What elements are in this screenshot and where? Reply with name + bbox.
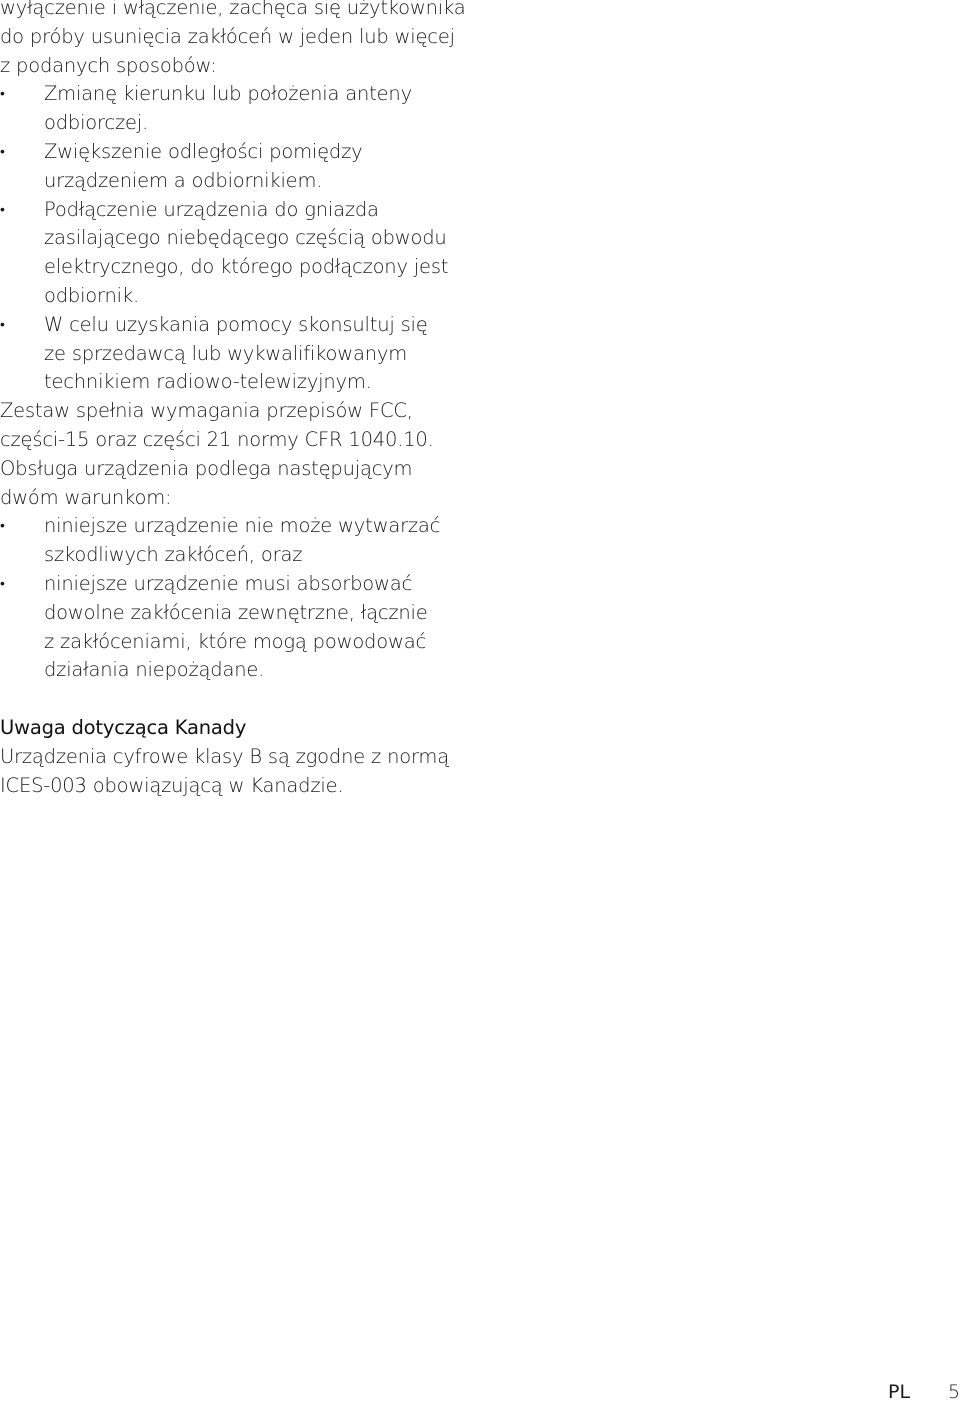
bullet-icon: • bbox=[0, 86, 5, 103]
bullet-icon: • bbox=[0, 201, 5, 218]
fcc-line: Zestaw spełnia wymagania przepisów FCC, bbox=[0, 399, 413, 423]
list-item bbox=[0, 570, 450, 685]
list-item-line: urządzeniem a odbiornikiem. bbox=[44, 168, 323, 192]
list-item bbox=[0, 311, 450, 397]
bullet-icon: • bbox=[0, 575, 5, 592]
list-item-line: działania niepożądane. bbox=[44, 658, 265, 682]
intro-line: z podanych sposobów: bbox=[0, 53, 217, 77]
page-number: 5 bbox=[948, 1381, 960, 1403]
list-item-line: odbiorczej. bbox=[44, 111, 148, 135]
fcc-line: części-15 oraz części 21 normy CFR 1040.10. bbox=[0, 427, 434, 451]
intro-line: do próby usunięcia zakłóceń w jeden lub więcej bbox=[0, 24, 455, 48]
list-item-line: W celu uzyskania pomocy skonsultuj się bbox=[44, 312, 428, 336]
conditions-bullet-list bbox=[0, 512, 450, 685]
section-spacer bbox=[0, 685, 450, 714]
bullet-icon: • bbox=[0, 518, 5, 535]
list-item-line: Podłączenie urządzenia do gniazda bbox=[44, 197, 379, 221]
canada-section bbox=[0, 714, 450, 800]
list-item bbox=[0, 196, 450, 311]
list-item bbox=[0, 138, 450, 196]
list-item-line: elektrycznego, do którego podłączony jest bbox=[44, 255, 449, 279]
list-item bbox=[0, 512, 450, 570]
bullet-icon: • bbox=[0, 316, 5, 333]
list-item-line: odbiornik. bbox=[44, 283, 139, 307]
list-item-line: niniejsze urządzenie nie może wytwarzać bbox=[44, 514, 441, 538]
intro-paragraph bbox=[0, 0, 466, 80]
list-item bbox=[0, 80, 450, 138]
fcc-line: dwóm warunkom: bbox=[0, 485, 172, 509]
bullet-icon: • bbox=[0, 143, 5, 160]
list-item-line: ze sprzedawcą lub wykwalifikowanym bbox=[44, 341, 408, 365]
fcc-paragraph bbox=[0, 397, 450, 512]
list-item-line: technikiem radiowo-telewizyjnym. bbox=[44, 370, 372, 394]
canada-line: Urządzenia cyfrowe klasy B są zgodne z normą bbox=[0, 744, 449, 768]
list-item-line: niniejsze urządzenie musi absorbować bbox=[44, 571, 412, 595]
canada-line: ICES-003 obowiązującą w Kanadzie. bbox=[0, 773, 344, 797]
list-item-line: szkodliwych zakłóceń, oraz bbox=[44, 543, 303, 567]
list-item-line: dowolne zakłócenia zewnętrzne, łącznie bbox=[44, 600, 428, 624]
interference-bullet-list bbox=[0, 80, 450, 397]
intro-line: wyłączenie i włączenie, zachęca się użytkownika bbox=[0, 0, 466, 19]
list-item-line: zasilającego niebędącego częścią obwodu bbox=[44, 226, 447, 250]
section-heading: Uwaga dotycząca Kanady bbox=[0, 716, 247, 740]
document-body bbox=[0, 0, 466, 801]
list-item-line: Zwiększenie odległości pomiędzy bbox=[44, 139, 363, 163]
fcc-line: Obsługa urządzenia podlega następującym bbox=[0, 456, 413, 480]
language-code: PL bbox=[888, 1381, 911, 1403]
list-item-line: z zakłóceniami, które mogą powodować bbox=[44, 629, 426, 653]
list-item-line: Zmianę kierunku lub położenia anteny bbox=[44, 82, 412, 106]
